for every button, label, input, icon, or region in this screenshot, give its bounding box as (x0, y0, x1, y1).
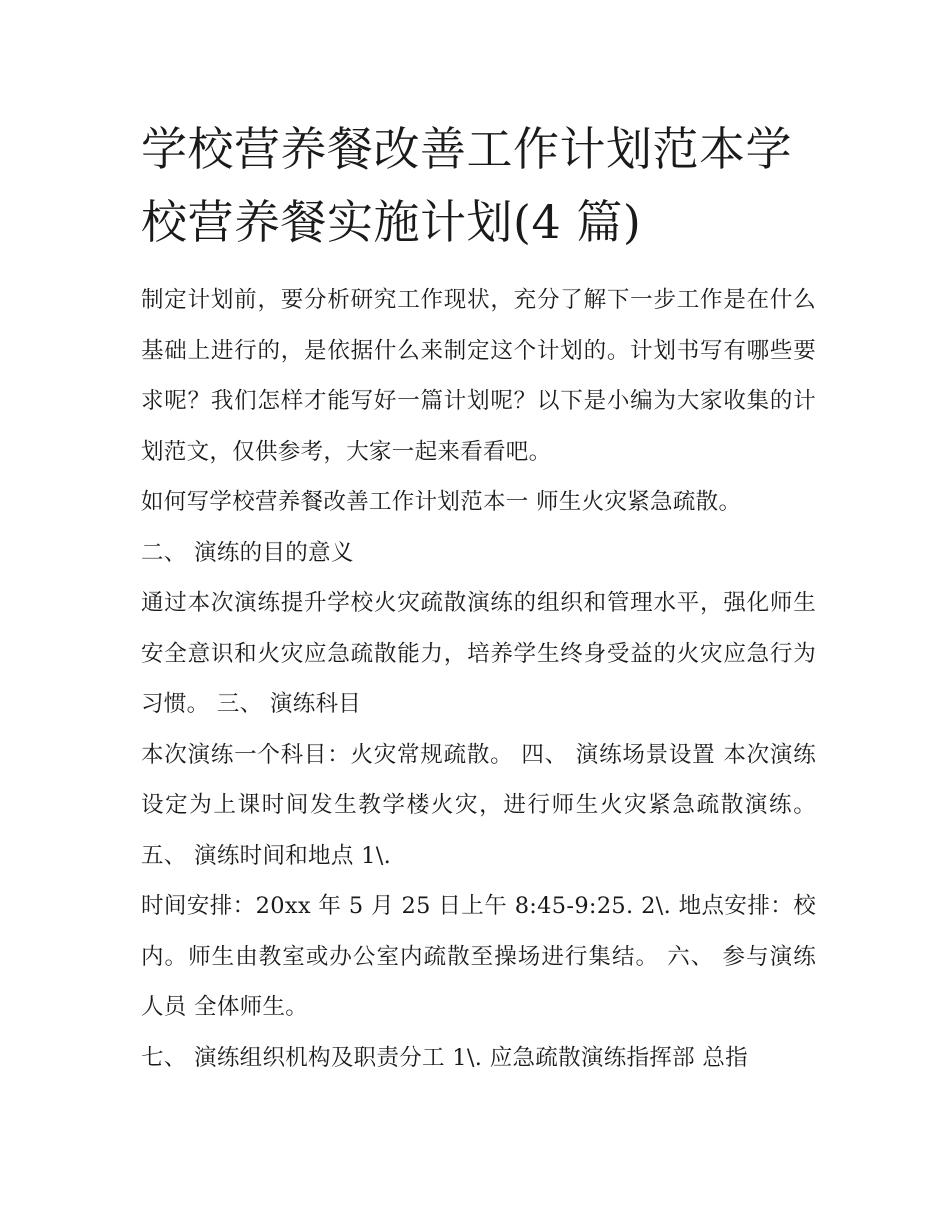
paragraph-intro: 制定计划前，要分析研究工作现状，充分了解下一步工作是在什么基础上进行的，是依据什么来制定这个计划的。计划书写有哪些要求呢？我们怎样才能写好一篇计划呢？以下是小编为大家收集的计划范文，仅供参考，大家一起来看看吧。 (141, 287, 816, 465)
paragraph-organization: 七、 演练组织机构及职责分工 1\. 应急疏散演练指挥部 总指 (141, 1044, 748, 1071)
paragraph-plan-one: 如何写学校营养餐改善工作计划范本一 师生火灾紧急疏散。 (141, 489, 742, 515)
document-body (141, 275, 816, 1083)
paragraph-purpose: 通过本次演练提升学校火灾疏散演练的组织和管理水平，强化师生安全意识和火灾应急疏散能力，培养学生终身受益的火灾应急行为习惯。 三、 演练科目 (141, 590, 816, 717)
paragraph-purpose-heading: 二、 演练的目的意义 (141, 539, 354, 566)
paragraph-time-place: 时间安排：20xx 年 5 月 25 日上午 8:45-9:25. 2\. 地点安排：校内。师生由教室或办公室内疏散至操场进行集结。 六、 参与演练人员 全体师生。 (141, 893, 816, 1020)
document-title: 学校营养餐改善工作计划范本学校营养餐实施计划(4 篇) (141, 122, 792, 249)
paragraph-subject-scene: 本次演练一个科目：火灾常规疏散。 四、 演练场景设置 本次演练设定为上课时间发生教学楼火灾，进行师生火灾紧急疏散演练。 五、 演练时间和地点 1\. (141, 741, 816, 869)
